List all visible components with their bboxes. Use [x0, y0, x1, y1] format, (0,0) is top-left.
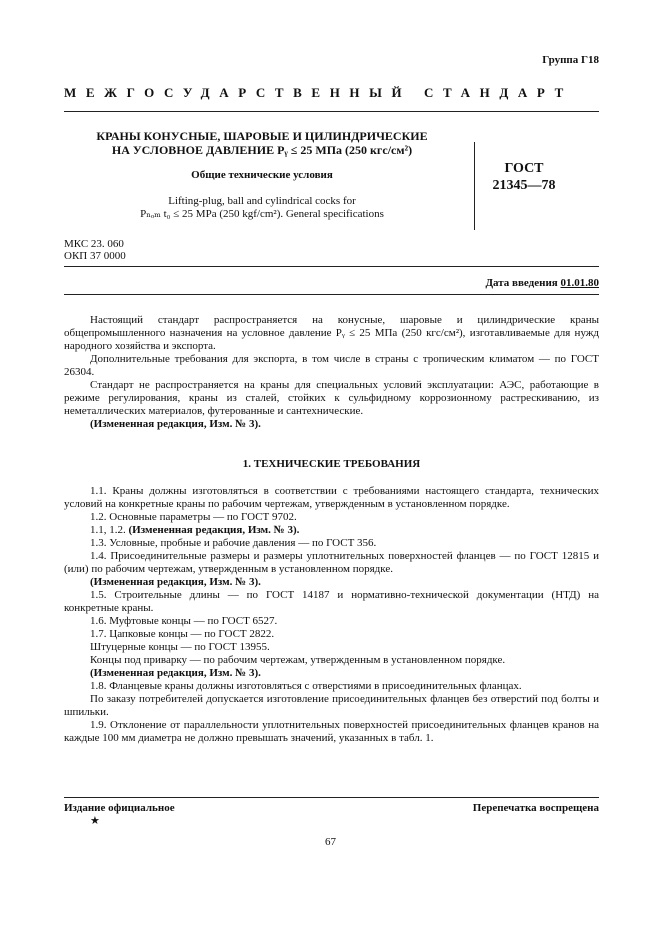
interstate-standard-banner: МЕЖГОСУДАРСТВЕННЫЙ СТАНДАРТ [64, 85, 573, 100]
clause: Штуцерные концы — по ГОСТ 13955. [90, 641, 270, 653]
clause: По заказу потребителей допускается изготовление присоединительных фланцев без отверстий под болты и шпильки. [64, 693, 599, 718]
star-icon: ★ [90, 815, 100, 827]
okp-code: ОКП 37 0000 [64, 250, 126, 262]
document-body [64, 314, 599, 745]
intro-paragraph: Настоящий стандарт распространяется на конусные, шаровые и цилиндрические краны общепромышленного назначения на условное давление Pᵧ ≤ 25 МПа (250 кгс/см²), изготавливаемые для нужд народного хозяйства и экспорта. [64, 314, 599, 352]
effective-date-label: Дата введения [485, 277, 558, 289]
reprint-prohibited: Перепечатка воспрещена [472, 802, 599, 814]
intro-paragraph: Дополнительные требования для экспорта, в том числе в страны с тропическим климатом — по ГОСТ 26304. [64, 353, 599, 378]
footer-rule [64, 797, 599, 798]
effective-date-value: 01.01.80 [560, 277, 599, 289]
title-line-2: НА УСЛОВНОЕ ДАВЛЕНИЕ Pᵧ ≤ 25 МПа (250 кгс/см²) [111, 143, 413, 157]
official-edition: Издание официальное [64, 802, 175, 814]
classification-rule [64, 266, 599, 267]
amendment-note: (Измененная редакция, Изм. № 3). [90, 667, 261, 679]
clause: 1.5. Строительные длины — по ГОСТ 14187 и нормативно-технической документации (НТД) на конкретные краны. [64, 589, 599, 614]
clause: 1.1. Краны должны изготовляться в соответствии с требованиями настоящего стандарта, технических условий на конкретные краны по рабочим чертежам, утвержденным в установленном порядке. [64, 485, 599, 510]
clause: 1.4. Присоединительные размеры и размеры уплотнительных поверхностей фланцев — по ГОСТ 12815 и (или) по рабочим чертежам, утвержденным в установленном порядке. [64, 550, 599, 575]
clause: 1.7. Цапковые концы — по ГОСТ 2822. [90, 628, 275, 640]
document-subtitle: Общие технические условия [191, 169, 333, 181]
page-number: 67 [325, 836, 336, 848]
clause: Концы под приварку — по рабочим чертежам, утвержденным в установленном порядке. [90, 654, 506, 666]
clause: 1.8. Фланцевые краны должны изготовляться с отверстиями в присоединительных фланцах. [90, 680, 522, 692]
clause-ref: 1.1, 1.2. [90, 524, 126, 536]
classification-codes [64, 238, 126, 262]
title-divider [474, 142, 475, 230]
clause: 1.6. Муфтовые концы — по ГОСТ 6527. [90, 615, 278, 627]
clause: 1.9. Отклонение от параллельности уплотнительных поверхностей присоединительных фланцев кранов на каждые 100 мм диаметра не должно превышать значений, указанных в табл. 1. [64, 719, 599, 744]
date-rule [64, 294, 599, 295]
effective-date [485, 277, 599, 289]
clause: 1.3. Условные, пробные и рабочие давления — по ГОСТ 356. [90, 537, 377, 549]
english-title [82, 195, 442, 221]
clause: 1.2. Основные параметры — по ГОСТ 9702. [90, 511, 297, 523]
document-title [82, 129, 442, 157]
header-rule [64, 111, 599, 112]
title-line-1: КРАНЫ КОНУСНЫЕ, ШАРОВЫЕ И ЦИЛИНДРИЧЕСКИЕ [96, 129, 428, 143]
gost-number: 21345—78 [492, 178, 556, 193]
clause [64, 524, 599, 537]
english-title-line-2: Pₙₒₘ t₀ ≤ 25 MPa (250 kgf/cm²). General specifications [140, 208, 384, 220]
amendment-note: (Измененная редакция, Изм. № 3). [128, 524, 300, 536]
gost-label: ГОСТ [504, 161, 544, 176]
intro-paragraph: Стандарт не распространяется на краны для специальных условий эксплуатации: АЭС, работающие в режиме регулирования, краны из сталей, стойких к сульфидному коррозионному растрескиванию, из неметаллических материалов, футерованные и сантехнические. [64, 379, 599, 417]
english-title-line-1: Lifting-plug, ball and cylindrical cocks for [168, 195, 356, 207]
amendment-note: (Измененная редакция, Изм. № 3). [90, 418, 261, 430]
mks-code: МКС 23. 060 [64, 238, 124, 250]
amendment-note: (Измененная редакция, Изм. № 3). [90, 576, 261, 588]
section-heading: 1. ТЕХНИЧЕСКИЕ ТРЕБОВАНИЯ [242, 458, 421, 470]
gost-designation [478, 160, 570, 194]
group-code: Группа Г18 [542, 54, 599, 66]
